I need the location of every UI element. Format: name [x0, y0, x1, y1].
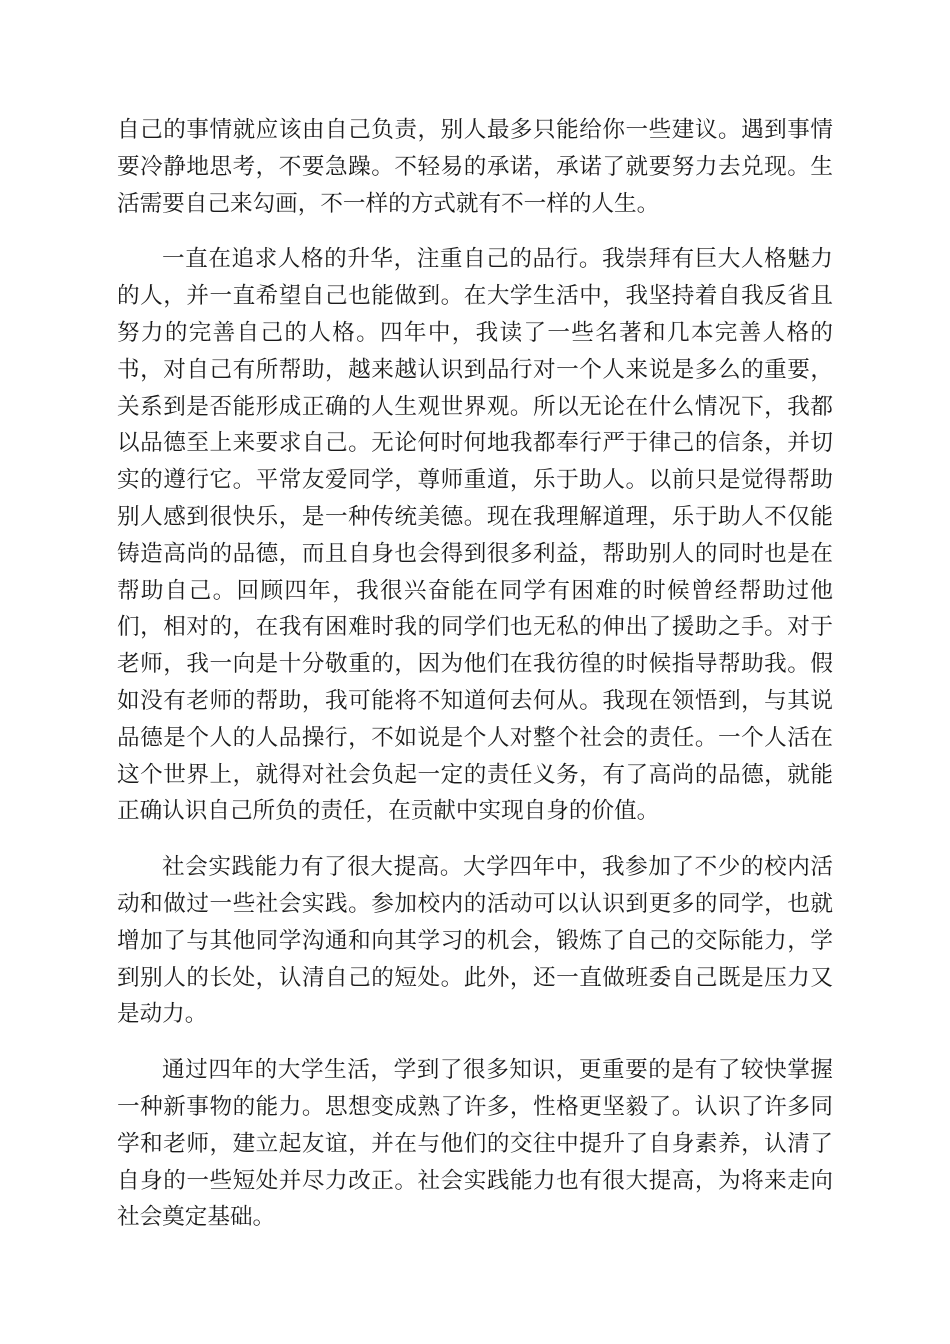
paragraph-4: 通过四年的大学生活，学到了很多知识，更重要的是有了较快掌握一种新事物的能力。思想变成熟了许多，性格更坚毅了。认识了许多同学和老师，建立起友谊，并在与他们的交往中提升了自身素养，认清了自身的一些短处并尽力改正。社会实践能力也有很大提高，为将来走向社会奠定基础。: [117, 1057, 833, 1231]
paragraph-2: 一直在追求人格的升华，注重自己的品行。我崇拜有巨大人格魅力的人，并一直希望自己也能做到。在大学生活中，我坚持着自我反省且努力的完善自己的人格。四年中，我读了一些名著和几本完善人格的书，对自己有所帮助，越来越认识到品行对一个人来说是多么的重要，关系到是否能形成正确的人生观世界观。所以无论在什么情况下，我都以品德至上来要求自己。无论何时何地我都奉行严于律己的信条，并切实的遵行它。平常友爱同学，尊师重道，乐于助人。以前只是觉得帮助别人感到很快乐，是一种传统美德。现在我理解道理，乐于助人不仅能铸造高尚的品德，而且自身也会得到很多利益，帮助别人的同时也是在帮助自己。回顾四年，我很兴奋能在同学有困难的时候曾经帮助过他们，相对的，在我有困难时我的同学们也无私的伸出了援助之手。对于老师，我一向是十分敬重的，因为他们在我彷徨的时候指导帮助我。假如没有老师的帮助，我可能将不知道何去何从。我现在领悟到，与其说品德是个人的人品操行，不如说是个人对整个社会的责任。一个人活在这个世界上，就得对社会负起一定的责任义务，有了高尚的品德，就能正确认识自己所负的责任，在贡献中实现自身的价值。: [117, 246, 833, 825]
paragraph-3: 社会实践能力有了很大提高。大学四年中，我参加了不少的校内活动和做过一些社会实践。参加校内的活动可以认识到更多的同学，也就增加了与其他同学沟通和向其学习的机会，锻炼了自己的交际能力，学到别人的长处，认清自己的短处。此外，还一直做班委自己既是压力又是动力。: [117, 854, 833, 1028]
paragraph-1: 自己的事情就应该由自己负责，别人最多只能给你一些建议。遇到事情要冷静地思考，不要急躁。不轻易的承诺，承诺了就要努力去兑现。生活需要自己来勾画，不一样的方式就有不一样的人生。: [117, 117, 833, 217]
document-body: [117, 112, 833, 1255]
